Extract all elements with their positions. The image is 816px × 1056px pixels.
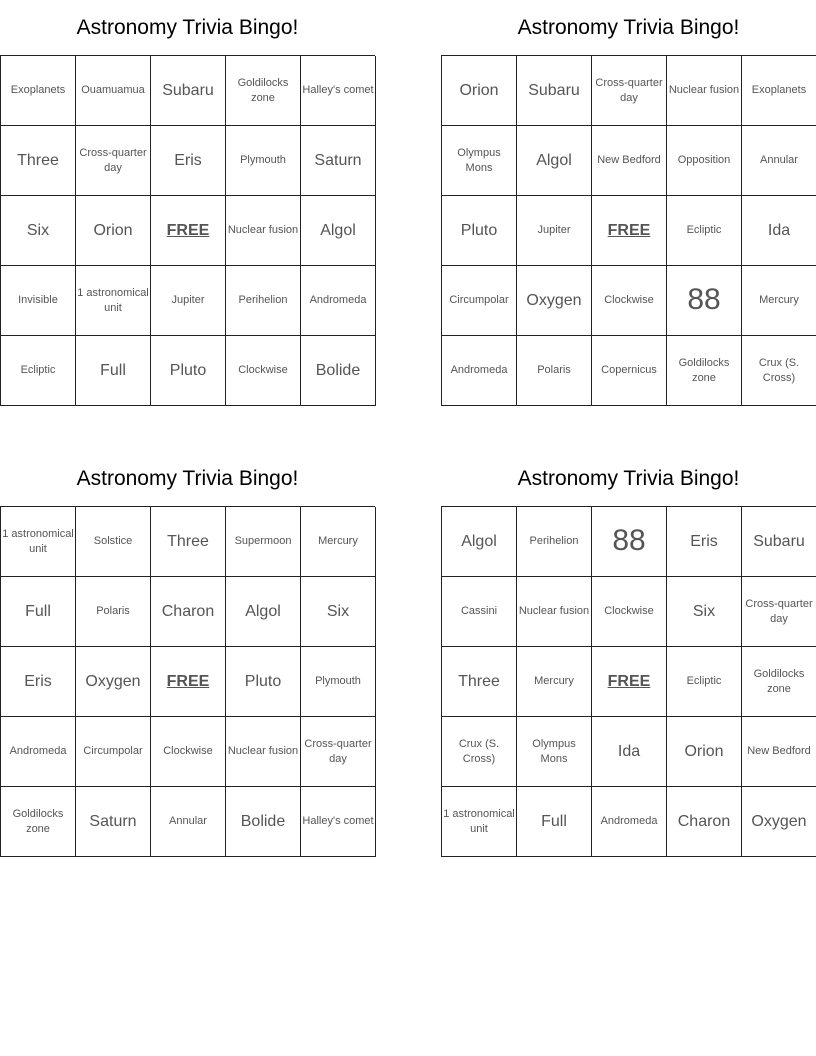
bingo-card-3 <box>0 451 375 857</box>
bingo-cell: Cross-quarter day <box>742 577 816 647</box>
bingo-cell: Eris <box>1 647 76 717</box>
bingo-cell: Three <box>1 126 76 196</box>
bingo-cell: Subaru <box>517 56 592 126</box>
bingo-cell: Nuclear fusion <box>517 577 592 647</box>
bingo-cell: Full <box>517 787 592 857</box>
bingo-cell: Nuclear fusion <box>226 196 301 266</box>
bingo-cell: Six <box>1 196 76 266</box>
bingo-cell: New Bedford <box>742 717 816 787</box>
bingo-cell: Cross-quarter day <box>301 717 376 787</box>
bingo-cell: Ecliptic <box>1 336 76 406</box>
bingo-card-1 <box>0 0 375 406</box>
bingo-cell: Oxygen <box>517 266 592 336</box>
bingo-cell: Algol <box>517 126 592 196</box>
bingo-cell: Charon <box>151 577 226 647</box>
bingo-cell: Annular <box>742 126 816 196</box>
bingo-cell: Goldilocks zone <box>226 56 301 126</box>
bingo-cell: Eris <box>151 126 226 196</box>
free-space-cell: FREE <box>151 647 226 717</box>
bingo-cell: Circumpolar <box>76 717 151 787</box>
bingo-cell: Crux (S. Cross) <box>442 717 517 787</box>
bingo-cell: Perihelion <box>517 507 592 577</box>
bingo-cell: 1 astronomical unit <box>76 266 151 336</box>
bingo-cell: Ouamuamua <box>76 56 151 126</box>
bingo-cell: Algol <box>301 196 376 266</box>
bingo-cell: Andromeda <box>1 717 76 787</box>
bingo-cell: Mercury <box>301 507 376 577</box>
card-title: Astronomy Trivia Bingo! <box>76 16 299 39</box>
bingo-cell: Goldilocks zone <box>667 336 742 406</box>
bingo-cell: Ida <box>592 717 667 787</box>
bingo-cell: Pluto <box>226 647 301 717</box>
bingo-grid <box>0 55 375 406</box>
bingo-cell: Exoplanets <box>1 56 76 126</box>
bingo-cell: Eris <box>667 507 742 577</box>
bingo-cell: Nuclear fusion <box>667 56 742 126</box>
bingo-cell: Ecliptic <box>667 647 742 717</box>
bingo-cell: Orion <box>76 196 151 266</box>
bingo-cell: Goldilocks zone <box>742 647 816 717</box>
bingo-cell: Mercury <box>517 647 592 717</box>
bingo-card-4 <box>441 451 816 857</box>
bingo-cell: Charon <box>667 787 742 857</box>
bingo-cell: Andromeda <box>301 266 376 336</box>
bingo-cell: Pluto <box>151 336 226 406</box>
bingo-cell: Subaru <box>742 507 816 577</box>
free-space-cell: FREE <box>151 196 226 266</box>
bingo-cell: Orion <box>442 56 517 126</box>
bingo-cell: Polaris <box>76 577 151 647</box>
bingo-cell: Algol <box>442 507 517 577</box>
bingo-cell: Perihelion <box>226 266 301 336</box>
bingo-cell: Exoplanets <box>742 56 816 126</box>
bingo-cell: Clockwise <box>592 266 667 336</box>
bingo-cell: Crux (S. Cross) <box>742 336 816 406</box>
bingo-cell: Halley's comet <box>301 787 376 857</box>
bingo-cell: Ida <box>742 196 816 266</box>
bingo-grid <box>0 506 375 857</box>
bingo-cell: Clockwise <box>151 717 226 787</box>
bingo-cell: Nuclear fusion <box>226 717 301 787</box>
bingo-cell: Goldilocks zone <box>1 787 76 857</box>
bingo-cell: Polaris <box>517 336 592 406</box>
bingo-cell: Andromeda <box>442 336 517 406</box>
bingo-cell: Copernicus <box>592 336 667 406</box>
card-title: Astronomy Trivia Bingo! <box>76 467 299 490</box>
free-space-cell: FREE <box>592 196 667 266</box>
bingo-cell: 1 astronomical unit <box>1 507 76 577</box>
bingo-cell: Algol <box>226 577 301 647</box>
bingo-cell: Clockwise <box>226 336 301 406</box>
bingo-cell: Andromeda <box>592 787 667 857</box>
bingo-cell: Three <box>442 647 517 717</box>
bingo-cell: Bolide <box>301 336 376 406</box>
bingo-cell: Pluto <box>442 196 517 266</box>
bingo-cell: Plymouth <box>301 647 376 717</box>
bingo-cell: Opposition <box>667 126 742 196</box>
bingo-cell: 1 astronomical unit <box>442 787 517 857</box>
bingo-cell: Six <box>301 577 376 647</box>
bingo-cell: Cassini <box>442 577 517 647</box>
bingo-cell: Orion <box>667 717 742 787</box>
bingo-cell: Annular <box>151 787 226 857</box>
bingo-cell: 88 <box>667 266 742 336</box>
bingo-cell: New Bedford <box>592 126 667 196</box>
bingo-cell: Full <box>76 336 151 406</box>
bingo-cell: Olympus Mons <box>442 126 517 196</box>
bingo-cell: Circumpolar <box>442 266 517 336</box>
bingo-cell: Mercury <box>742 266 816 336</box>
bingo-cell: Full <box>1 577 76 647</box>
bingo-grid <box>441 506 816 857</box>
bingo-card-2 <box>441 0 816 406</box>
bingo-cell: Invisible <box>1 266 76 336</box>
bingo-cell: Halley's comet <box>301 56 376 126</box>
bingo-cell: Oxygen <box>742 787 816 857</box>
bingo-cell: Clockwise <box>592 577 667 647</box>
bingo-cell: Three <box>151 507 226 577</box>
bingo-cell: Jupiter <box>151 266 226 336</box>
bingo-cell: Six <box>667 577 742 647</box>
bingo-cell: Cross-quarter day <box>592 56 667 126</box>
bingo-cell: Cross-quarter day <box>76 126 151 196</box>
bingo-cell: Saturn <box>301 126 376 196</box>
bingo-cell: Subaru <box>151 56 226 126</box>
bingo-cell: Solstice <box>76 507 151 577</box>
bingo-grid <box>441 55 816 406</box>
card-title: Astronomy Trivia Bingo! <box>517 467 740 490</box>
bingo-cell: Saturn <box>76 787 151 857</box>
free-space-cell: FREE <box>592 647 667 717</box>
bingo-cell: Ecliptic <box>667 196 742 266</box>
bingo-cell: Jupiter <box>517 196 592 266</box>
bingo-cell: Plymouth <box>226 126 301 196</box>
card-title: Astronomy Trivia Bingo! <box>517 16 740 39</box>
bingo-cell: Olympus Mons <box>517 717 592 787</box>
bingo-cell: Oxygen <box>76 647 151 717</box>
bingo-cell: Bolide <box>226 787 301 857</box>
bingo-cell: 88 <box>592 507 667 577</box>
bingo-cell: Supermoon <box>226 507 301 577</box>
